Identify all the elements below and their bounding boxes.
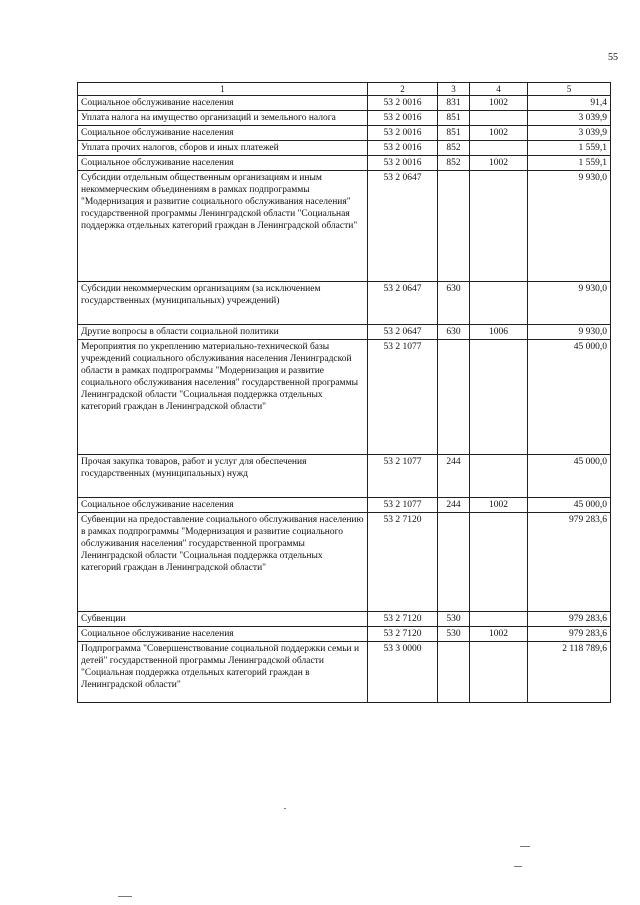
- table-row: [78, 498, 611, 513]
- amount: 3 039,9: [528, 111, 611, 126]
- amount: 45 000,0: [528, 455, 611, 498]
- expense-type: 530: [438, 612, 470, 627]
- page-number: 55: [608, 52, 618, 63]
- expense-type: 831: [438, 96, 470, 111]
- target-code: 53 2 0647: [368, 171, 438, 282]
- amount: 45 000,0: [528, 340, 611, 455]
- section-code: [470, 612, 528, 627]
- target-code: 53 2 7120: [368, 627, 438, 642]
- column-header: 1: [78, 83, 368, 96]
- table-row: [78, 325, 611, 340]
- section-code: 1002: [470, 126, 528, 141]
- amount: 2 118 789,6: [528, 642, 611, 703]
- expense-type: 244: [438, 455, 470, 498]
- amount: 45 000,0: [528, 498, 611, 513]
- amount: 979 283,6: [528, 627, 611, 642]
- target-code: 53 2 7120: [368, 513, 438, 612]
- row-name: Субвенции: [78, 612, 368, 627]
- amount: 9 930,0: [528, 282, 611, 325]
- row-name: Социальное обслуживание населения: [78, 627, 368, 642]
- expense-type: 852: [438, 141, 470, 156]
- expense-type: 852: [438, 156, 470, 171]
- column-header: 2: [368, 83, 438, 96]
- expense-type: [438, 340, 470, 455]
- table-row: [78, 612, 611, 627]
- column-header: 5: [528, 83, 611, 96]
- scan-speck: [284, 808, 286, 809]
- amount: 3 039,9: [528, 126, 611, 141]
- table-header-row: [78, 83, 611, 96]
- section-code: 1002: [470, 156, 528, 171]
- section-code: [470, 455, 528, 498]
- expense-type: 851: [438, 111, 470, 126]
- column-header: 4: [470, 83, 528, 96]
- row-name: Социальное обслуживание населения: [78, 498, 368, 513]
- section-code: [470, 141, 528, 156]
- table-row: [78, 455, 611, 498]
- row-name: Прочая закупка товаров, работ и услуг для обеспечения государственных (муниципальных) нужд: [78, 455, 368, 498]
- row-name: Субсидии отдельным общественным организациям и иным некоммерческим объединениям в рамках подпрограммы "Модернизация и развитие социального обслуживания населения" государственной программы Ленинградской области "Социальная поддержка отдельных категорий граждан в Ленинградской области": [78, 171, 368, 282]
- expense-type: [438, 513, 470, 612]
- expense-type: 244: [438, 498, 470, 513]
- amount: 9 930,0: [528, 171, 611, 282]
- budget-table: [77, 82, 611, 703]
- target-code: 53 2 0016: [368, 96, 438, 111]
- table-row: [78, 340, 611, 455]
- table-row: [78, 126, 611, 141]
- amount: 1 559,1: [528, 156, 611, 171]
- table-row: [78, 111, 611, 126]
- section-code: [470, 642, 528, 703]
- scan-speck: [514, 866, 522, 867]
- table-row: [78, 642, 611, 703]
- section-code: 1002: [470, 498, 528, 513]
- row-name: Субвенции на предоставление социального обслуживания населению в рамках подпрограммы "Модернизация и развитие социального обслуживания населения" государственной программы Ленинградской области "Социальная поддержка отдельных категорий граждан в Ленинградской области": [78, 513, 368, 612]
- table-row: [78, 141, 611, 156]
- column-header: 3: [438, 83, 470, 96]
- section-code: [470, 513, 528, 612]
- row-name: Мероприятия по укреплению материально-технической базы учреждений социального обслуживания населения Ленинградской области в рамках подпрограммы "Модернизация и развитие социального обслуживания населения" государственной программы Ленинградской области "Социальная поддержка отдельных категорий граждан в Ленинградской области": [78, 340, 368, 455]
- amount: 1 559,1: [528, 141, 611, 156]
- table-row: [78, 513, 611, 612]
- row-name: Другие вопросы в области социальной политики: [78, 325, 368, 340]
- expense-type: 530: [438, 627, 470, 642]
- row-name: Уплата налога на имущество организаций и земельного налога: [78, 111, 368, 126]
- expense-type: 851: [438, 126, 470, 141]
- row-name: Социальное обслуживание населения: [78, 96, 368, 111]
- row-name: Субсидии некоммерческим организациям (за исключением государственных (муниципальных) учреждений): [78, 282, 368, 325]
- target-code: 53 2 0647: [368, 325, 438, 340]
- target-code: 53 2 7120: [368, 612, 438, 627]
- target-code: 53 2 0016: [368, 111, 438, 126]
- section-code: 1002: [470, 96, 528, 111]
- target-code: 53 2 0016: [368, 156, 438, 171]
- target-code: 53 2 0647: [368, 282, 438, 325]
- amount: 979 283,6: [528, 612, 611, 627]
- scan-speck: [118, 896, 132, 897]
- scan-speck: [520, 846, 530, 847]
- row-name: Уплата прочих налогов, сборов и иных платежей: [78, 141, 368, 156]
- section-code: 1006: [470, 325, 528, 340]
- table-row: [78, 282, 611, 325]
- target-code: 53 2 1077: [368, 340, 438, 455]
- expense-type: 630: [438, 325, 470, 340]
- expense-type: [438, 642, 470, 703]
- expense-type: 630: [438, 282, 470, 325]
- table-row: [78, 96, 611, 111]
- row-name: Подпрограмма "Совершенствование социальной поддержки семьи и детей" государственной программы Ленинградской области "Социальная поддержка отдельных категорий граждан в Ленинградской области": [78, 642, 368, 703]
- amount: 91,4: [528, 96, 611, 111]
- target-code: 53 2 0016: [368, 141, 438, 156]
- target-code: 53 2 1077: [368, 455, 438, 498]
- section-code: [470, 282, 528, 325]
- section-code: [470, 171, 528, 282]
- section-code: 1002: [470, 627, 528, 642]
- row-name: Социальное обслуживание населения: [78, 126, 368, 141]
- amount: 979 283,6: [528, 513, 611, 612]
- target-code: 53 2 0016: [368, 126, 438, 141]
- target-code: 53 2 1077: [368, 498, 438, 513]
- row-name: Социальное обслуживание населения: [78, 156, 368, 171]
- amount: 9 930,0: [528, 325, 611, 340]
- section-code: [470, 111, 528, 126]
- table-row: [78, 171, 611, 282]
- table-row: [78, 156, 611, 171]
- table-row: [78, 627, 611, 642]
- section-code: [470, 340, 528, 455]
- expense-type: [438, 171, 470, 282]
- target-code: 53 3 0000: [368, 642, 438, 703]
